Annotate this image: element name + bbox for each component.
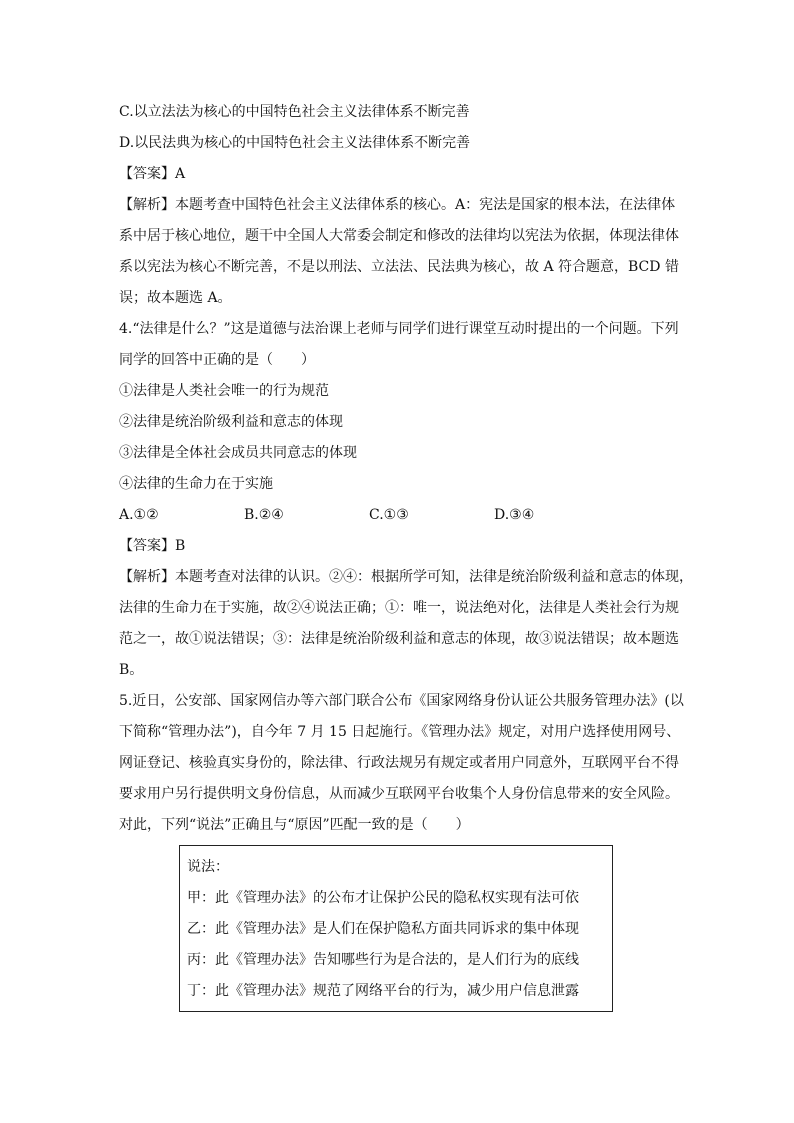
box-item: 乙：此《管理办法》是人们在保护隐私方面共同诉求的集中体现 [187,921,579,937]
choice-b: B.②④ [244,507,284,523]
analysis-line: 【解析】本题考查对法律的认识。②④：根据所学可知，法律是统治阶级利益和意志的体现， [119,569,693,585]
option-c: C.以立法法为核心的中国特色社会主义法律体系不断完善 [119,104,470,120]
question-stem: 同学的回答中正确的是（ ） [119,352,315,368]
analysis-line: 误；故本题选 A。 [119,290,232,306]
box-item: 甲：此《管理办法》的公布才让保护公民的隐私权实现有法可依 [187,890,579,906]
analysis-line: 法律的生命力在于实施，故②④说法正确；①：唯一，说法绝对化，法律是人类社会行为规 [119,600,679,616]
analysis-line: 系以宪法为核心不断完善，不是以刑法、立法法、民法典为核心，故 A 符合题意，BCD 错 [119,259,679,275]
box-item: 丙：此《管理办法》告知哪些行为是合法的，是人们行为的底线 [187,952,579,968]
question-stem: 对此，下列“说法”正确且与“原因”匹配一致的是（ ） [119,817,470,833]
statements-box [179,845,613,1012]
answer-choices [119,506,679,524]
box-item: 丁：此《管理办法》规范了网络平台的行为，减少用户信息泄露 [187,983,579,999]
analysis-line: 范之一，故①说法错误；③：法律是统治阶级利益和意志的体现，故③说法错误；故本题选 [119,631,679,647]
analysis-line: 系中居于核心地位，题干中全国人大常委会制定和修改的法律均以宪法为依据，体现法律体 [119,228,679,244]
question-stem: 网证登记、核验真实身份的，除法律、行政法规另有规定或者用户同意外，互联网平台不得 [119,755,679,771]
answer-label: 【答案】B [119,538,186,554]
analysis-line: B。 [119,662,144,678]
question-stem: 要求用户另行提供明文身份信息，从而减少互联网平台收集个人身份信息带来的安全风险。 [119,786,679,802]
statement-item: ①法律是人类社会唯一的行为规范 [119,383,329,399]
choice-a: A.①② [119,507,159,523]
statement-item: ③法律是全体社会成员共同意志的体现 [119,445,357,461]
question-stem: 5.近日，公安部、国家网信办等六部门联合公布《国家网络身份认证公共服务管理办法》(以 [119,693,684,709]
choice-c: C.①③ [369,507,409,523]
choice-d: D.③④ [494,507,535,523]
statement-item: ④法律的生命力在于实施 [119,476,273,492]
answer-label: 【答案】A [119,166,186,182]
question-stem: 下简称“管理办法”)，自今年 7 月 15 日起施行。《管理办法》规定，对用户选择使用网号、 [119,724,681,740]
analysis-line: 【解析】本题考查中国特色社会主义法律体系的核心。A：宪法是国家的根本法，在法律体 [119,197,676,213]
option-d: D.以民法典为核心的中国特色社会主义法律体系不断完善 [119,135,471,151]
question-stem: 4.“法律是什么？”这是道德与法治课上老师与同学们进行课堂互动时提出的一个问题。下列 [119,321,679,337]
box-heading: 说法： [187,859,229,875]
statement-item: ②法律是统治阶级利益和意志的体现 [119,414,343,430]
